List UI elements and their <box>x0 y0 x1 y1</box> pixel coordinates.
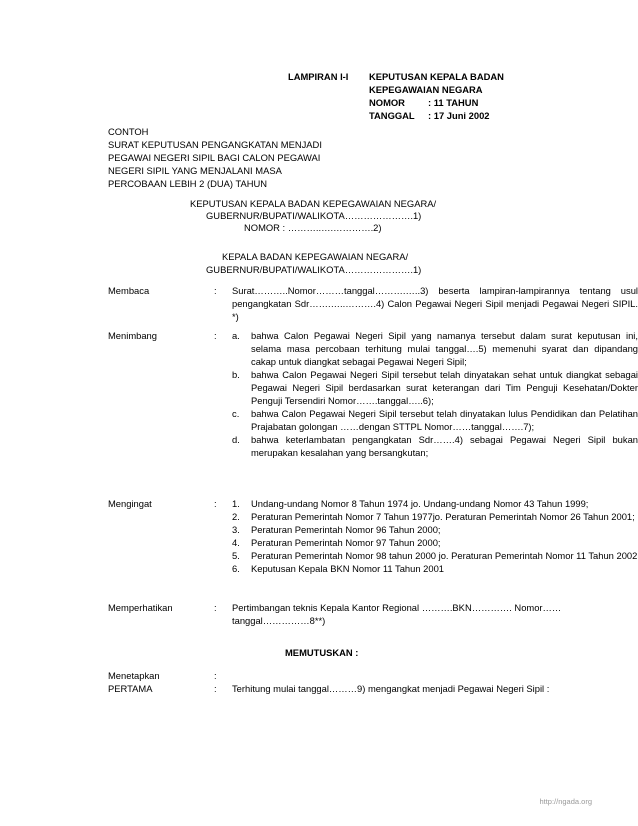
decree-title-line1: KEPUTUSAN KEPALA BADAN <box>369 71 504 82</box>
tanggal-value: : 17 Juni 2002 <box>428 110 490 121</box>
list-item <box>232 433 638 459</box>
source-url: http://ngada.org <box>539 797 592 806</box>
example-title-line: CONTOH <box>108 126 149 137</box>
list-marker: c. <box>232 408 240 419</box>
menimbang-colon: : <box>214 330 217 341</box>
mengingat-colon: : <box>214 498 217 509</box>
pertama-colon: : <box>214 683 217 694</box>
list-marker: b. <box>232 369 240 380</box>
mengingat-list <box>232 497 638 575</box>
list-item <box>232 497 638 510</box>
list-marker: 4. <box>232 537 240 548</box>
list-item <box>232 368 638 407</box>
example-title-line: PEGAWAI NEGERI SIPIL BAGI CALON PEGAWAI <box>108 152 321 163</box>
nomor-value: : 11 TAHUN <box>428 97 479 108</box>
menimbang-label: Menimbang <box>108 330 157 341</box>
decree-heading-line1: KEPUTUSAN KEPALA BADAN KEPEGAWAIAN NEGARA/ <box>190 198 437 209</box>
list-item <box>232 523 638 536</box>
membaca-colon: : <box>214 285 217 296</box>
list-item-text: bahwa Calon Pegawai Negeri Sipil tersebut telah dinyatakan sehat untuk diangkat sebagai Pegawai Negeri Sipil berdasarkan surat keterangan dari Tim Penguji Kesehatan/Dokter Penguji Tersendiri Nomor…….tanggal…..6); <box>251 369 638 406</box>
menetapkan-colon: : <box>214 670 217 681</box>
decree-heading-line2: GUBERNUR/BUPATI/WALIKOTA………………….1) <box>206 210 422 221</box>
membaca-text: Surat………..Nomor………tanggal……….…..3) beserta lampiran-lampirannya tentang usul pengangkatan Sdr…….…..……….4) Calon Pegawai Negeri Sipil menjadi Pegawai Negeri SIPIL. *) <box>232 285 638 322</box>
menetapkan-label: Menetapkan <box>108 670 160 681</box>
nomor-label: NOMOR <box>369 97 405 108</box>
list-marker: 5. <box>232 550 240 561</box>
list-item <box>232 536 638 549</box>
list-marker: 3. <box>232 524 240 535</box>
example-title-line: PERCOBAAN LEBIH 2 (DUA) TAHUN <box>108 178 268 189</box>
decree-heading-number: NOMOR : ………..….………….2) <box>244 222 382 233</box>
memutuskan-heading: MEMUTUSKAN : <box>285 647 359 658</box>
official-heading-line1: KEPALA BADAN KEPEGAWAIAN NEGARA/ <box>222 251 409 262</box>
membaca-label: Membaca <box>108 285 150 296</box>
example-title-line: SURAT KEPUTUSAN PENGANGKATAN MENJADI <box>108 139 322 150</box>
list-item-text: Peraturan Pemerintah Nomor 97 Tahun 2000; <box>251 537 441 548</box>
list-item <box>232 407 638 433</box>
list-marker: 2. <box>232 511 240 522</box>
example-title-line: NEGERI SIPIL YANG MENJALANI MASA <box>108 165 282 176</box>
list-item-text: Keputusan Kepala BKN Nomor 11 Tahun 2001 <box>251 563 445 574</box>
memperhatikan-label: Memperhatikan <box>108 602 173 613</box>
list-item-text: Peraturan Pemerintah Nomor 7 Tahun 1977jo. Peraturan Pemerintah Nomor 26 Tahun 2001; <box>251 511 635 522</box>
list-item-text: Peraturan Pemerintah Nomor 96 Tahun 2000; <box>251 524 441 535</box>
memperhatikan-colon: : <box>214 602 217 613</box>
decree-title-line2: KEPEGAWAIAN NEGARA <box>369 84 483 95</box>
list-marker: a. <box>232 330 240 341</box>
list-item-text: bahwa keterlambatan pengangkatan Sdr…….4) sebagai Pegawai Negeri Sipil bukan merupakan kesalahan yang bersangkutan; <box>251 434 638 458</box>
list-item-text: bahwa Calon Pegawai Negeri Sipil tersebut telah dinyatakan lulus Pendidikan dan Pelatihan Prajabatan golongan ……dengan STTPL Nomor……tanggal…….7); <box>251 408 638 432</box>
pertama-text: Terhitung mulai tanggal………9) mengangkat menjadi Pegawai Negeri Sipil : <box>232 683 550 694</box>
list-marker: 1. <box>232 498 240 509</box>
official-heading-line2: GUBERNUR/BUPATI/WALIKOTA………………….1) <box>206 264 422 275</box>
list-marker: 6. <box>232 563 240 574</box>
list-item-text: Undang-undang Nomor 8 Tahun 1974 jo. Undang-undang Nomor 43 Tahun 1999; <box>251 498 589 509</box>
list-item <box>232 562 638 575</box>
pertama-label: PERTAMA <box>108 683 153 694</box>
mengingat-label: Mengingat <box>108 498 152 509</box>
list-item-text: bahwa Calon Pegawai Negeri Sipil yang namanya tersebut dalam surat keputusan ini, selama masa percobaan terhitung mulai tanggal….5) memenuhi syarat dan dipandang cakap untuk diangkat sebagai Pegawai Negeri Sipil; <box>251 330 638 367</box>
list-item-text: Peraturan Pemerintah Nomor 98 tahun 2000 jo. Peraturan Pemerintah Nomor 11 Tahun 2002 <box>251 550 638 561</box>
menimbang-list <box>232 329 638 459</box>
memperhatikan-text: Pertimbangan teknis Kepala Kantor Regional ……….BKN…………. Nomor……tanggal……………8**) <box>232 602 562 626</box>
list-item <box>232 329 638 368</box>
list-marker: d. <box>232 434 240 445</box>
example-title <box>108 125 322 190</box>
list-item <box>232 549 638 562</box>
lampiran-label: LAMPIRAN I-I <box>288 71 349 82</box>
tanggal-label: TANGGAL <box>369 110 415 121</box>
list-item <box>232 510 638 523</box>
